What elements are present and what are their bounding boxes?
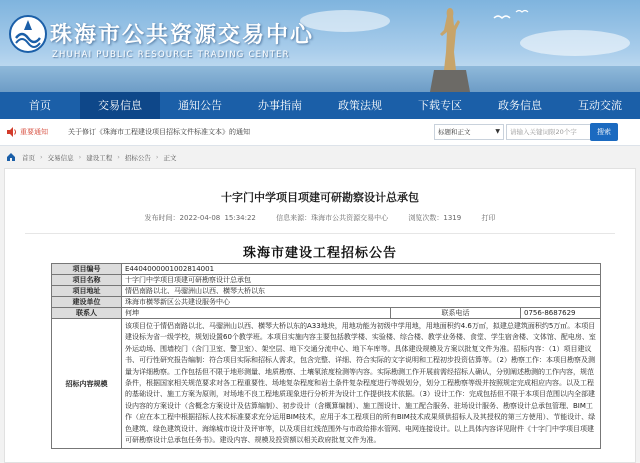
site-banner	[0, 0, 640, 92]
row-label: 项目名称	[52, 275, 122, 286]
table-row	[52, 297, 601, 308]
nav-item-gov-info[interactable]: 政务信息	[498, 99, 542, 112]
breadcrumb-separator: ›	[117, 153, 120, 161]
search-button[interactable]: 搜索	[590, 123, 618, 141]
notice-label: 重要通知	[20, 128, 48, 136]
search-group	[434, 124, 592, 140]
nav-item-interaction[interactable]: 互动交流	[578, 99, 622, 112]
row-label: 建设单位	[52, 297, 122, 308]
view-count: 浏览次数：1319	[408, 214, 462, 222]
breadcrumb-item-trading-info[interactable]: 交易信息	[47, 153, 74, 162]
notice-link[interactable]: 关于修订《珠海市工程建设项目招标文件标准文本》的通知	[68, 128, 250, 136]
tender-info-table	[51, 263, 601, 449]
divider	[25, 233, 615, 234]
site-subtitle: ZHUHAI PUBLIC RESOURCE TRADING CENTER	[52, 50, 290, 60]
contact-label: 联系人	[52, 308, 122, 319]
table-row	[52, 275, 601, 286]
breadcrumb-item-tender-notice[interactable]: 招标公告	[124, 153, 151, 162]
phone-label: 联系电话	[391, 308, 521, 319]
table-row	[52, 308, 601, 319]
row-value: 十字门中学项目项建可研勘察设计总承包	[122, 275, 601, 286]
scope-label: 招标内容规模	[52, 319, 122, 449]
search-scope-select[interactable]	[434, 124, 504, 140]
cloud-decoration	[520, 30, 630, 56]
breadcrumb-item-construction[interactable]: 建设工程	[86, 153, 113, 162]
document-heading: 珠海市建设工程招标公告	[242, 246, 397, 261]
info-source: 信息来源：珠海市公共资源交易中心	[276, 214, 389, 222]
article-meta	[5, 213, 635, 223]
search-input[interactable]: 请输入关键词限20个字	[506, 124, 592, 140]
nav-item-trading-info[interactable]: 交易信息	[80, 92, 160, 119]
nav-item-service-guide[interactable]: 办事指南	[258, 99, 302, 112]
search-scope-value: 标题和正文	[438, 128, 471, 136]
sea-decoration	[0, 66, 640, 92]
breadcrumb-item-home[interactable]: 首页	[22, 153, 35, 162]
breadcrumb-separator: ›	[155, 153, 159, 161]
site-logo-icon[interactable]	[8, 14, 48, 54]
table-row	[52, 286, 601, 297]
breadcrumb-item-body: 正文	[163, 153, 177, 162]
print-link[interactable]: 打印	[481, 214, 496, 222]
row-value: 情侣南路以北、马骝洲山以西、横琴大桥以东	[122, 286, 601, 297]
article-title: 十字门中学项目项建可研勘察设计总承包	[221, 191, 419, 204]
contact-name: 何坤	[122, 308, 391, 319]
scope-text: 该项目位于情侣南路以北、马骝洲山以西、横琴大桥以东的A33地块，用地功能为初级中学用地，用地面积约4.6万㎡，拟建总建筑面积约5万㎡。本项目建设标为省一级学校，规划设置60个教学班。本项目实施内容主要包括教学楼、实验楼、综合楼、教学业务楼、食堂、学生宿舍楼、文体馆、配电房、室外运动场、围墙校门（含门卫室、警卫室）、架空层、地下交通分流中心、地下车库等。具体建设规模及方案以批复文件为准。招标内容：（1）项目建议书、可行性研究报告编制：符合项目实际和招标人需求，包含完整、详细、符合实际的文字说明和工程初步投资估算等。（2）勘察工作：本项目勘察及测量为详细勘察。工作包括但不限于地形测量、地质勘察、土壤氡浓度检测等内容。实际勘测工作开展前需经招标人确认，分别阐述勘测的工作内容，规范条件，根据国家相关规范要求对各工程重要性、场地复杂程度和岩土条件复杂程度进行等级划分，划分工程勘察等级并按照规定完成相应内容。以及工程的基础设计、施工方案为原则，对场地不良工程地质现象进行分析并为设计工作提供技术依据。（3）设计工作：完成包括但不限于本项目范围以内全部建设内容的方案设计（含概念方案设计及估算编制）、初步设计（含概算编制）、施工图设计、施工配合服务、驻场设计服务、勘察设计总承包管理、BIM工作（应在本工程中根据招标人技术标准要求充分运用BIM技术，应用于本工程项目的所有BIM技术成果须供招标人及其授权的第三方使用）、节能设计、绿色建筑、绿色建筑设计、海绵城市设计及评审等，以及项目红线范围外与市政给排水管网、电网连接设计。以上具体内容详见附件《十字门中学项目项建可研勘察设计总承包任务书》。建设内容、规模及投资额以相关政府批复文件为准。	[122, 319, 601, 449]
site-title: 珠海市公共资源交易中心	[50, 22, 315, 48]
breadcrumb-separator: ›	[78, 153, 82, 161]
speaker-icon	[6, 126, 18, 138]
table-row	[52, 264, 601, 275]
row-label: 项目地址	[52, 286, 122, 297]
notice-bar	[0, 119, 640, 146]
home-icon	[6, 152, 16, 162]
nav-item-home[interactable]: 首页	[29, 99, 51, 112]
article-card	[4, 168, 636, 463]
fisher-girl-statue-icon	[420, 0, 480, 92]
main-nav	[0, 92, 640, 119]
table-row	[52, 319, 601, 449]
row-label: 项目编号	[52, 264, 122, 275]
nav-item-downloads[interactable]: 下载专区	[418, 99, 462, 112]
row-value: 珠海市横琴新区公共建设服务中心	[122, 297, 601, 308]
publish-time: 发布时间：2022-04-08 15:34:22	[144, 214, 256, 222]
breadcrumb	[0, 146, 640, 168]
nav-item-policies[interactable]: 政策法规	[338, 99, 382, 112]
birds-icon	[490, 8, 530, 28]
row-value: E4404000001002814001	[122, 264, 601, 275]
breadcrumb-separator: ›	[40, 153, 43, 161]
phone-value: 0756-8687629	[521, 308, 601, 319]
chevron-down-icon: ▼	[495, 128, 500, 135]
nav-item-announcements[interactable]: 通知公告	[178, 99, 222, 112]
